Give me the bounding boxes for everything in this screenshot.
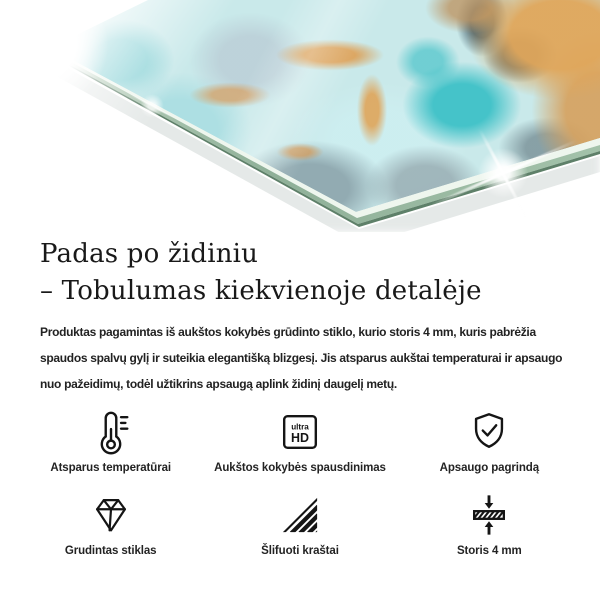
feature-temperature-resistant bbox=[16, 409, 205, 474]
feature-label: Grudintas stiklas bbox=[64, 545, 157, 557]
svg-text:HD: HD bbox=[291, 431, 309, 446]
feature-label: Aukštos kokybės spausdinimas bbox=[214, 462, 386, 474]
feature-thickness bbox=[395, 492, 584, 557]
feature-protects-base bbox=[395, 409, 584, 474]
feature-polished-edges bbox=[205, 492, 394, 557]
ultra-hd-icon bbox=[277, 409, 323, 455]
product-description: Produktas pagamintas iš aukštos kokybės grūdinto stiklo, kurio storis 4 mm, kuris pabrėžia spaudos spalvų gylį ir suteikia elegantišką blizgesį. Jis atsparus aukštai temperaturai ir apsaugo nuo pažeidimų, todėl užtikrins apsaugą aplink židinį daugelį metų. bbox=[40, 325, 563, 391]
feature-label: Atsparus temperatūrai bbox=[50, 462, 171, 474]
feature-label: Storis 4 mm bbox=[456, 545, 522, 557]
shield-check-icon bbox=[466, 409, 512, 455]
page-title bbox=[40, 236, 560, 310]
polished-edges-icon bbox=[277, 492, 323, 538]
title-line-1: Padas po židiniu bbox=[40, 239, 259, 269]
feature-grid bbox=[16, 409, 584, 557]
feature-label: Apsaugo pagrindą bbox=[439, 462, 539, 474]
feature-tempered-glass bbox=[16, 492, 205, 557]
feature-label: Šlifuoti kraštai bbox=[261, 545, 339, 557]
thermometer-icon bbox=[88, 409, 134, 455]
product-photo bbox=[0, 0, 600, 232]
thickness-icon bbox=[466, 492, 512, 538]
feature-print-quality bbox=[205, 409, 394, 474]
diamond-icon bbox=[88, 492, 134, 538]
title-line-2: – Tobulumas kiekvienoje detalėje bbox=[40, 276, 482, 306]
svg-text:ultra: ultra bbox=[291, 422, 309, 432]
product-description-block bbox=[0, 236, 600, 397]
